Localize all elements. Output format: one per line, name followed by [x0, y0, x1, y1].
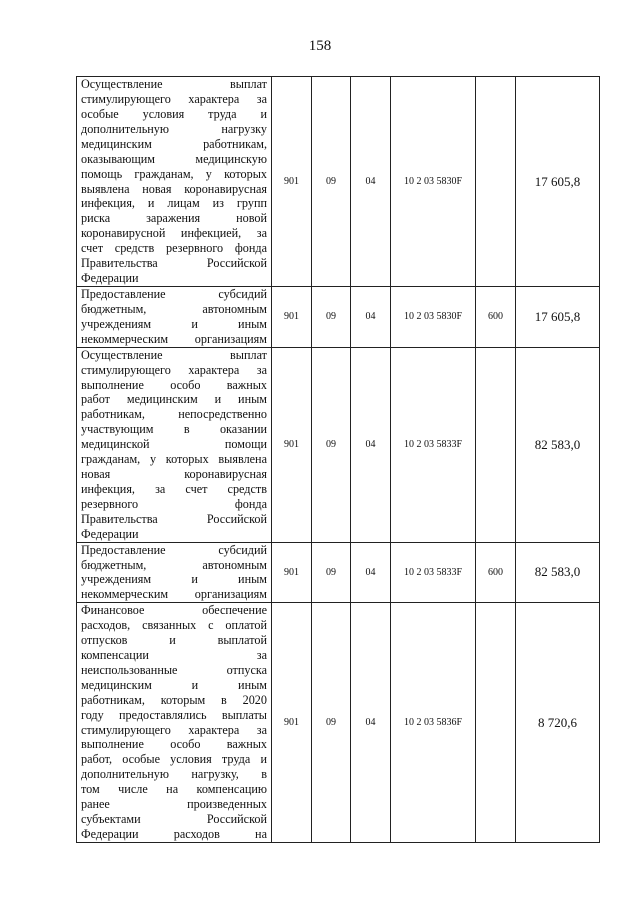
description-line: выявлена новая коронавирусная	[81, 181, 267, 196]
description-line: бюджетным, автономным	[81, 301, 267, 316]
description-line: работникам, непосредственно	[81, 407, 267, 422]
description-line: Федерации	[81, 526, 139, 541]
section-code: 09	[312, 603, 351, 843]
row-description	[77, 347, 272, 542]
description-line: выполнение особо важных	[81, 737, 267, 752]
ministry-code: 901	[272, 77, 312, 287]
target-article-code: 10 2 03 5830F	[391, 287, 476, 348]
description-line: ранее произведенных	[81, 797, 267, 812]
table-row	[77, 603, 600, 843]
ministry-code: 901	[272, 287, 312, 348]
page-number: 158	[308, 38, 332, 54]
expense-type-code: 600	[476, 287, 516, 348]
subsection-code: 04	[351, 542, 391, 603]
description-line: инфекция, и лицам из групп	[81, 196, 267, 211]
description-line: некоммерческим организациям	[81, 331, 267, 346]
amount-value: 82 583,0	[516, 347, 600, 542]
description-line: стимулирующего характера за	[81, 722, 267, 737]
section-code: 09	[312, 542, 351, 603]
description-line: расходов, связанных с оплатой	[81, 618, 267, 633]
description-line: счет средств резервного фонда	[81, 241, 267, 256]
description-line: компенсации за	[81, 647, 267, 662]
description-line: резервного фонда	[81, 496, 267, 511]
row-description	[77, 542, 272, 603]
description-line: году предоставлялись выплаты	[81, 707, 267, 722]
description-line: учреждениям и иным	[81, 316, 267, 331]
description-line: Федерации	[81, 270, 139, 285]
description-line: Финансовое обеспечение	[81, 603, 267, 618]
subsection-code: 04	[351, 287, 391, 348]
description-line: дополнительную нагрузку, в	[81, 767, 267, 782]
description-line: Предоставление субсидий	[81, 287, 267, 301]
description-line: выполнение особо важных	[81, 377, 267, 392]
table-row	[77, 77, 600, 287]
description-line: работ, особые условия труда и	[81, 752, 267, 767]
description-line: риска заражения новой	[81, 211, 267, 226]
row-description	[77, 287, 272, 348]
description-line: коронавирусной инфекцией, за	[81, 226, 267, 241]
description-line: учреждениям и иным	[81, 572, 267, 587]
description-line: гражданам, у которых выявлена	[81, 452, 267, 467]
description-line: участвующим в оказании	[81, 422, 267, 437]
description-line: субъектами Российской	[81, 811, 267, 826]
expense-type-code	[476, 603, 516, 843]
section-code: 09	[312, 287, 351, 348]
ministry-code: 901	[272, 347, 312, 542]
description-line: оказывающим медицинскую	[81, 151, 267, 166]
amount-value: 17 605,8	[516, 287, 600, 348]
subsection-code: 04	[351, 347, 391, 542]
description-line: неиспользованные отпуска	[81, 662, 267, 677]
target-article-code: 10 2 03 5830F	[391, 77, 476, 287]
description-line: медицинским работникам,	[81, 136, 267, 151]
section-code: 09	[312, 347, 351, 542]
description-line: некоммерческим организациям	[81, 587, 267, 602]
target-article-code: 10 2 03 5833F	[391, 542, 476, 603]
amount-value: 17 605,8	[516, 77, 600, 287]
subsection-code: 04	[351, 603, 391, 843]
ministry-code: 901	[272, 603, 312, 843]
description-line: том числе на компенсацию	[81, 782, 267, 797]
description-line: работ медицинским и иным	[81, 392, 267, 407]
description-line: стимулирующего характера за	[81, 92, 267, 107]
description-line: особые условия труда и	[81, 106, 267, 121]
description-line: работникам, которым в 2020	[81, 692, 267, 707]
amount-value: 8 720,6	[516, 603, 600, 843]
subsection-code: 04	[351, 77, 391, 287]
description-line: Предоставление субсидий	[81, 542, 267, 557]
description-line: Правительства Российской	[81, 256, 267, 271]
description-line: медицинской помощи	[81, 437, 267, 452]
description-line: дополнительную нагрузку	[81, 121, 267, 136]
description-line: Федерации расходов на	[81, 826, 267, 841]
expense-type-code	[476, 347, 516, 542]
target-article-code: 10 2 03 5836F	[391, 603, 476, 843]
table-row	[77, 347, 600, 542]
ministry-code: 901	[272, 542, 312, 603]
description-line: стимулирующего характера за	[81, 362, 267, 377]
description-line: медицинским и иным	[81, 677, 267, 692]
target-article-code: 10 2 03 5833F	[391, 347, 476, 542]
description-line: помощь гражданам, у которых	[81, 166, 267, 181]
budget-table	[76, 76, 600, 843]
description-line: Осуществление выплат	[81, 347, 267, 362]
amount-value: 82 583,0	[516, 542, 600, 603]
row-description	[77, 77, 272, 287]
table-row	[77, 287, 600, 348]
table-row	[77, 542, 600, 603]
description-line: новая коронавирусная	[81, 466, 267, 481]
description-line: Правительства Российской	[81, 511, 267, 526]
expense-type-code	[476, 77, 516, 287]
description-line: отпусков и выплатой	[81, 633, 267, 648]
description-line: Осуществление выплат	[81, 77, 267, 92]
description-line: бюджетным, автономным	[81, 557, 267, 572]
expense-type-code: 600	[476, 542, 516, 603]
row-description	[77, 603, 272, 843]
description-line: инфекция, за счет средств	[81, 481, 267, 496]
section-code: 09	[312, 77, 351, 287]
table-body	[77, 77, 600, 843]
